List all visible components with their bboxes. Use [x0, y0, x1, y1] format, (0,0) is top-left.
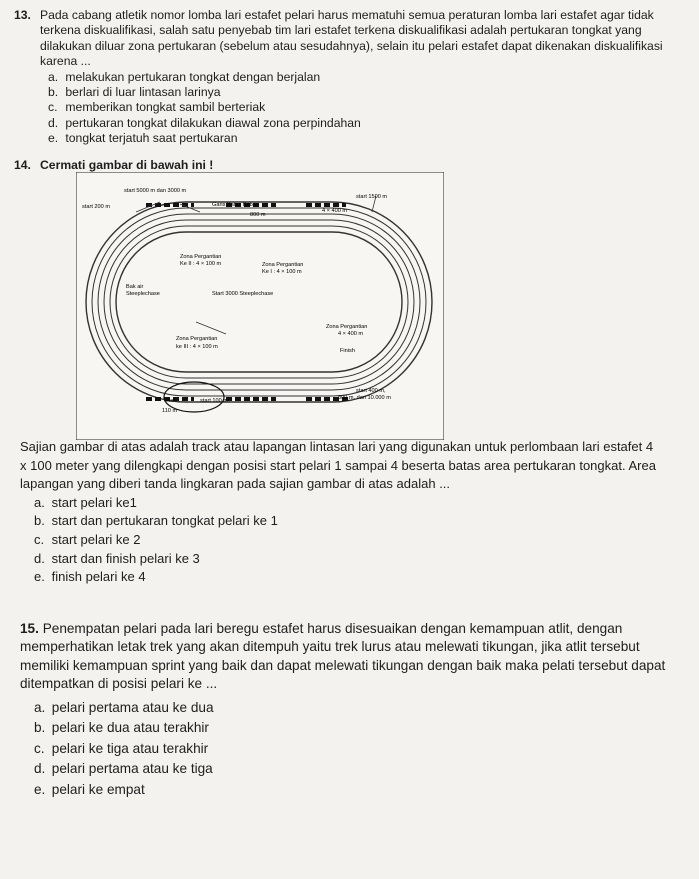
question-title: Cermati gambar di bawah ini !: [40, 158, 214, 172]
label-zona-ke1-b: Ke I : 4 × 100 m: [262, 269, 302, 275]
option-b[interactable]: b. berlari di luar lintasan larinya: [48, 85, 221, 100]
label-start-3000: Start 3000 Steeplechase: [212, 291, 274, 297]
option-e[interactable]: e. finish pelari ke 4: [34, 569, 146, 585]
option-d[interactable]: d. start dan finish pelari ke 3: [34, 550, 200, 566]
label-zona-4x400-b: 4 × 400 m: [338, 331, 364, 337]
question-stem: Sajian gambar di atas adalah track atau lapangan lintasan lari yang digunakan untuk perlombaan lari estafet 4 x 100 meter yang dilengkapi dengan posisi start pelari 1 sampai 4 beserta batas area pertukaran tongkat. Area lapangan yang diberi tanda lingkaran pada sajian gambar di atas adalah ...: [20, 439, 656, 492]
label-zona-ke2-a: Zona Pergantian: [180, 254, 222, 260]
option-a[interactable]: a. pelari pertama atau ke dua: [34, 699, 214, 715]
label-zona-4x400-a: Zona Pergantian: [326, 324, 368, 330]
question-14-body: [20, 438, 660, 587]
question-number: 15.: [20, 621, 39, 636]
option-list: [34, 698, 670, 801]
label-zona-ke2-b: Ke II : 4 × 100 m: [180, 261, 222, 267]
option-d[interactable]: d. pertukaran tongkat dilakukan diawal zona perpindahan: [48, 115, 361, 130]
label-start-1500: start 1500 m: [356, 194, 388, 200]
question-number: 13.: [14, 8, 31, 22]
option-b[interactable]: b. pelari ke dua atau terakhir: [34, 720, 209, 736]
option-list: [34, 494, 660, 587]
option-a[interactable]: a. melakukan pertukaran tongkat dengan berjalan: [48, 69, 321, 84]
label-start-400-a: start 400 m,: [356, 388, 386, 394]
option-e[interactable]: e. pelari ke empat: [34, 782, 145, 797]
label-zona-ke3-b: ke III : 4 × 100 m: [176, 344, 218, 350]
track-figure: [76, 172, 444, 440]
option-c[interactable]: c. memberikan tongkat sambil berteriak: [48, 100, 266, 115]
option-c[interactable]: c. start pelari ke 2: [34, 531, 141, 547]
question-15: [20, 620, 670, 801]
option-list: [48, 70, 674, 147]
question-number: 14.: [14, 158, 31, 172]
label-4x400-top: 4 × 400 m: [322, 208, 348, 214]
option-e[interactable]: e. tongkat terjatuh saat pertukaran: [48, 131, 238, 146]
label-start-100: start 100 m: [200, 398, 228, 404]
label-bak-air-b: Steeplechase: [126, 291, 160, 297]
option-a[interactable]: a. start pelari ke1: [34, 494, 137, 510]
question-13: [14, 8, 674, 147]
label-start-200: start 200 m: [82, 204, 110, 210]
question-stem: Pada cabang atletik nomor lomba lari estafet pelari harus mematuhi semua peraturan lomba lari estafet agar tidak terkena diskualifikasi, salah satu penyebab tim lari estafet terkena diskualifikasi adalah pertukaran tongkat yang dilakukan diluar zona pertukaran (sebelum atau sesudahnya), selain itu pelari estafet dapat dikenakan diskualifikasi karena ...: [40, 8, 663, 69]
question-stem-row: [20, 620, 670, 694]
label-finish: Finish: [340, 348, 355, 354]
label-800m: 800 m: [250, 212, 266, 218]
label-bak-air-a: Bak air: [126, 284, 144, 290]
label-zona-ke3-a: Zona Pergantian: [176, 336, 218, 342]
option-c[interactable]: c. pelari ke tiga atau terakhir: [34, 740, 209, 756]
label-110m: 110 m: [162, 408, 178, 414]
label-start-5000: start 5000 m dan 3000 m: [124, 188, 187, 194]
label-zona-ke1-a: Zona Pergantian: [262, 262, 304, 268]
question-stem: Penempatan pelari pada lari beregu estafet harus disesuaikan dengan kemampuan atlit, dengan memperhatikan letak trek yang akan ditempuh yaitu trek lurus atau melewati tikungan, jika atlit tersebut memiliki kemampuan sprint yang baik dan dapat melewati tikungan dengan baik maka pelati tersebut dapat ditempatkan di posisi pelari ke ...: [20, 621, 666, 692]
option-d[interactable]: d. pelari pertama atau ke tiga: [34, 761, 213, 777]
option-b[interactable]: b. start dan pertukaran tongkat pelari ke 1: [34, 513, 278, 529]
label-garis-batas: Garis Batas Bebas: [212, 202, 259, 208]
label-start-400-b: 800 m, dan 10.000 m: [338, 395, 391, 401]
label-start-110: start: [166, 398, 177, 404]
